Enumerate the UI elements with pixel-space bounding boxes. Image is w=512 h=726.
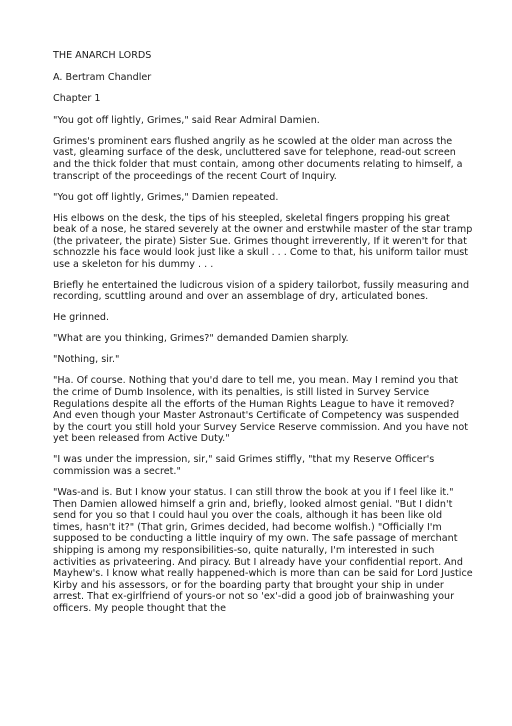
document-page bbox=[53, 50, 473, 624]
paragraph: He grinned. bbox=[53, 312, 110, 324]
paragraph: "Ha. Of course. Nothing that you'd dare to tell me, you mean. May I remind you that the crime of Dumb Insolence, with its penalties, is still listed in Survey Service Regulations despite all the efforts of the Human Rights League to have it removed? And even though your Master Astronaut's Certificate of Competency was suspended by the court you still hold your Survey Service Reserve commission. And you have not yet been released from Active Duty." bbox=[53, 375, 468, 445]
paragraph: "You got off lightly, Grimes," said Rear Admiral Damien. bbox=[53, 114, 320, 126]
document-author: A. Bertram Chandler bbox=[53, 71, 152, 83]
paragraph: His elbows on the desk, the tips of his steepled, skeletal fingers propping his great beak of a nose, he stared severely at the owner and erstwhile master of the star tramp (the privateer, the pirate) Sister Sue. Grimes thought irreverently, If it weren't for that schnozzle his face would look just like a skull . . . Come to that, his uniform tailor must use a skeleton for his dummy . . . bbox=[53, 212, 473, 270]
paragraph: Briefly he entertained the ludicrous vision of a spidery tailorbot, fussily measuring and recording, scuttling around and over an assemblage of dry, articulated bones. bbox=[53, 279, 470, 303]
paragraph: "Was-and is. But I know your status. I can still throw the book at you if I feel like it." Then Damien allowed himself a grin and, briefly, looked almost genial. "But I didn't send for you so that I could haul you over the coals, although it has been like old times, hasn't it?" (That grin, Grimes decided, had become wolfish.) "Officially I'm supposed to be conducting a little inquiry of my own. The safe passage of merchant shipping is among my responsibilities-so, quite naturally, I'm interested in such activities as privateering. And piracy. But I already have your confidential report. And Mayhew's. I know what really happened-which is more than can be said for Lord Justice Kirby and his assessors, or for the boarding party that brought your ship in under arrest. That ex-girlfriend of yours-or not so 'ex'-did a good job of brainwashing your officers. My people thought that the bbox=[53, 486, 473, 614]
paragraph: "I was under the impression, sir," said Grimes stiffly, "that my Reserve Officer's commission was a secret." bbox=[53, 454, 435, 477]
document-title: THE ANARCH LORDS bbox=[53, 50, 152, 61]
paragraph: "You got off lightly, Grimes," Damien repeated. bbox=[53, 191, 279, 203]
paragraph: Grimes's prominent ears flushed angrily as he scowled at the older man across the vast, gleaming surface of the desk, uncluttered save for telephone, read-out screen and the thick folder that must contain, among other documents relating to himself, a transcript of the proceedings of the recent Court of Inquiry. bbox=[53, 135, 463, 182]
chapter-heading: Chapter 1 bbox=[53, 93, 101, 105]
paragraph: "Nothing, sir." bbox=[53, 354, 120, 366]
paragraph: "What are you thinking, Grimes?" demanded Damien sharply. bbox=[53, 333, 349, 345]
